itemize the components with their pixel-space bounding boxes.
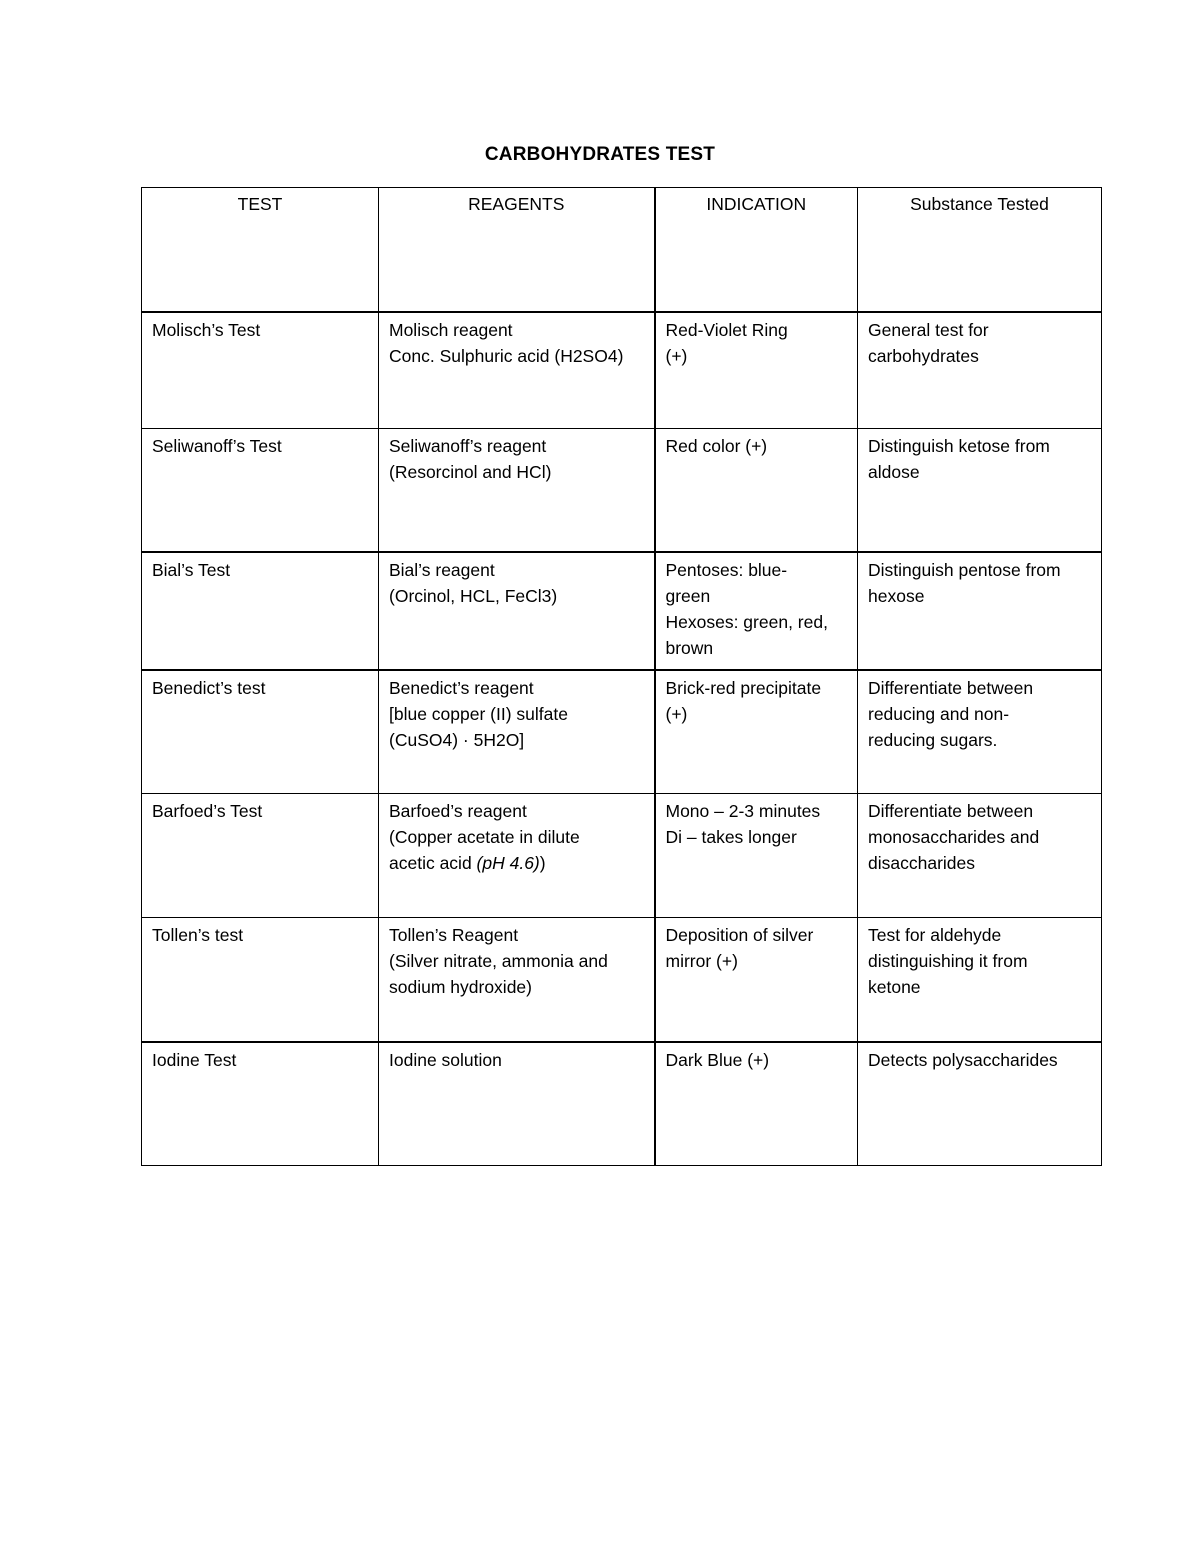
cell-substance: Differentiate between reducing and non- reducing sugars. — [858, 670, 1102, 794]
cell-indication: Deposition of silver mirror (+) — [655, 918, 858, 1042]
header-substance-tested: Substance Tested — [858, 188, 1102, 312]
table-row — [142, 552, 1102, 670]
table-row — [142, 670, 1102, 794]
cell-test: Bial’s Test — [142, 552, 379, 670]
cell-test: Iodine Test — [142, 1042, 379, 1166]
header-indication: INDICATION — [655, 188, 858, 312]
table-header-row — [142, 188, 1102, 312]
cell-substance: Test for aldehyde distinguishing it from ketone — [858, 918, 1102, 1042]
cell-substance: Detects polysaccharides — [858, 1042, 1102, 1166]
cell-reagents: Tollen’s Reagent (Silver nitrate, ammonia and sodium hydroxide) — [379, 918, 655, 1042]
cell-substance: Differentiate between monosaccharides and disaccharides — [858, 794, 1102, 918]
cell-test: Molisch’s Test — [142, 312, 379, 429]
cell-substance: Distinguish pentose from hexose — [858, 552, 1102, 670]
cell-reagents: Iodine solution — [379, 1042, 655, 1166]
table-row — [142, 312, 1102, 429]
cell-indication: Dark Blue (+) — [655, 1042, 858, 1166]
cell-test: Benedict’s test — [142, 670, 379, 794]
header-test: TEST — [142, 188, 379, 312]
carbohydrates-table — [141, 187, 1102, 1166]
cell-indication: Brick-red precipitate (+) — [655, 670, 858, 794]
cell-test: Seliwanoff’s Test — [142, 429, 379, 552]
cell-reagents: Benedict’s reagent [blue copper (II) sulfate (CuSO4) · 5H2O] — [379, 670, 655, 794]
page-title: CARBOHYDRATES TEST — [484, 144, 716, 165]
cell-indication: Red-Violet Ring (+) — [655, 312, 858, 429]
cell-test: Tollen’s test — [142, 918, 379, 1042]
table-row — [142, 918, 1102, 1042]
cell-substance: Distinguish ketose from aldose — [858, 429, 1102, 552]
cell-reagents: Seliwanoff’s reagent (Resorcinol and HCl) — [379, 429, 655, 552]
cell-substance: General test for carbohydrates — [858, 312, 1102, 429]
table-row — [142, 429, 1102, 552]
cell-indication: Pentoses: blue- green Hexoses: green, red, brown — [655, 552, 858, 670]
cell-indication: Mono – 2-3 minutes Di – takes longer — [655, 794, 858, 918]
cell-test: Barfoed’s Test — [142, 794, 379, 918]
cell-reagents: Molisch reagent Conc. Sulphuric acid (H2SO4) — [379, 312, 655, 429]
table-row — [142, 794, 1102, 918]
cell-reagents: Barfoed’s reagent (Copper acetate in dilute acetic acid (pH 4.6)) — [379, 794, 655, 918]
cell-reagents: Bial’s reagent (Orcinol, HCL, FeCl3) — [379, 552, 655, 670]
table-row — [142, 1042, 1102, 1166]
header-reagents: REAGENTS — [379, 188, 655, 312]
cell-indication: Red color (+) — [655, 429, 858, 552]
